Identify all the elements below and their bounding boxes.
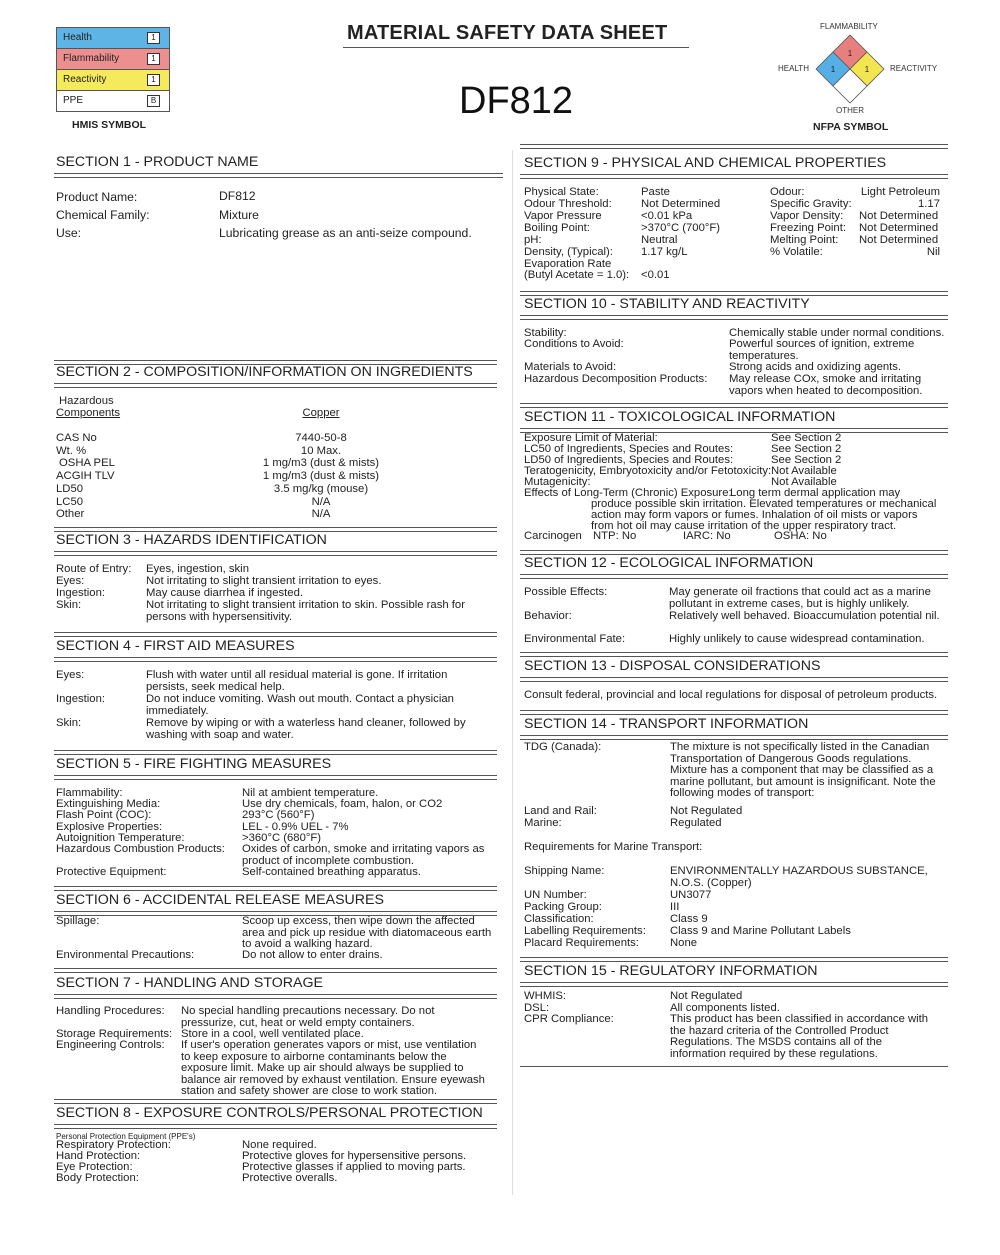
section-15-heading: SECTION 15 - REGULATORY INFORMATION (524, 963, 818, 979)
property-label: % Volatile: (770, 246, 823, 258)
composition-value: 7440-50-8 (295, 432, 347, 444)
property-label: Vapor Density: (770, 210, 844, 222)
title-underline (343, 47, 689, 48)
section-rule (54, 994, 497, 999)
product-code: DF812 (459, 80, 574, 122)
use-value: Lubricating grease as an anti-seize compound. (219, 226, 472, 240)
section-1-heading: SECTION 1 - PRODUCT NAME (56, 154, 259, 170)
hmis-row-value: 1 (147, 74, 160, 86)
property-label: Evaporation Rate (524, 258, 612, 270)
marine-label: Packing Group: (524, 901, 602, 913)
ppe-value: Protective glasses if applied to moving parts. (242, 1161, 466, 1173)
nfpa-diamond (778, 20, 958, 135)
nfpa-health-value: 1 (830, 65, 836, 74)
fire-label: Hazardous Combustion Products: (56, 843, 225, 855)
carcinogen-label: Carcinogen (524, 530, 582, 542)
ppe-value: None required. (242, 1139, 317, 1151)
toxicology-value: See Section 2 (771, 454, 842, 466)
ecology-value: Relatively well behaved. Bioaccumulation potential nil. (669, 610, 940, 622)
nfpa-flammability-value: 1 (847, 49, 853, 58)
marine-label: Shipping Name: (524, 865, 605, 877)
section-rule (54, 750, 497, 755)
section-rule (54, 1124, 497, 1129)
composition-label: LD50 (56, 483, 84, 495)
hmis-row-label: Health (63, 32, 92, 43)
ecology-value: Highly unlikely to cause widespread contamination. (669, 633, 925, 645)
section-rule (520, 710, 948, 715)
handling-value: If user's operation generates vapors or mist, use ventilation to keep exposure to airborne contaminants below the exposure limit. Make up air should always be supplied to balance air removed by exhaust ventilation. Ensure eyewash station and safety shower are close to work station. (181, 1039, 485, 1098)
section-8-heading: SECTION 8 - EXPOSURE CONTROLS/PERSONAL PROTECTION (56, 1105, 483, 1121)
section-rule (54, 383, 497, 388)
stability-label: Hazardous Decomposition Products: (524, 373, 708, 385)
fire-value: LEL - 0.9% UEL - 7% (242, 821, 349, 833)
section-rule (520, 574, 948, 579)
property-label: Freezing Point: (770, 222, 846, 234)
transport-value: Regulated (670, 817, 722, 829)
property-value: Paste (641, 186, 670, 198)
ppe-value: Protective gloves for hypersensitive persons. (242, 1150, 467, 1162)
property-value: Neutral (641, 234, 678, 246)
marine-value: Class 9 and Marine Pollutant Labels (670, 925, 851, 937)
section-rule (54, 1099, 497, 1104)
marine-value: UN3077 (670, 889, 712, 901)
section-rule (520, 174, 948, 179)
regulatory-label: CPR Compliance: (524, 1013, 614, 1025)
nfpa-label-left: HEALTH (778, 64, 809, 73)
ppe-value: Protective overalls. (242, 1172, 338, 1184)
hazard-value: Not irritating to slight transient irritation to skin. Possible rash for persons with hypersensitivity. (146, 599, 465, 623)
section-rule (54, 173, 503, 178)
transport-label: Marine: (524, 817, 562, 829)
nfpa-label-right: REACTIVITY (890, 64, 938, 73)
section-14-heading: SECTION 14 - TRANSPORT INFORMATION (524, 716, 809, 732)
property-value: Not Determined (859, 210, 939, 222)
composition-label: Wt. % (56, 445, 87, 457)
ecology-label: Possible Effects: (524, 586, 608, 598)
first-aid-label: Skin: (56, 717, 82, 729)
hmis-caption: HMIS SYMBOL (72, 119, 147, 131)
ppe-subheading: Personal Protection Equipment (PPE's) (56, 1132, 196, 1141)
nfpa-label-bottom: OTHER (836, 106, 864, 115)
property-label: Odour Threshold: (524, 198, 612, 210)
composition-value: 1 mg/m3 (dust & mists) (262, 470, 380, 482)
release-value: Do not allow to enter drains. (242, 949, 383, 961)
hmis-health-row (56, 27, 170, 48)
ecology-label: Behavior: (524, 610, 572, 622)
property-value: >370°C (700°F) (641, 222, 721, 234)
marine-value: None (670, 937, 698, 949)
toxicology-value: See Section 2 (771, 432, 842, 444)
hazard-label: Ingestion: (56, 587, 105, 599)
disposal-text: Consult federal, provincial and local regulations for disposal of petroleum products. (524, 689, 938, 701)
property-value: Not Determined (859, 234, 939, 246)
first-aid-label: Ingestion: (56, 693, 105, 705)
ppe-label: Eye Protection: (56, 1161, 133, 1173)
section-rule (520, 1066, 948, 1067)
hmis-ppe-row (56, 90, 170, 112)
transport-label: Land and Rail: (524, 805, 597, 817)
hazard-label: Eyes: (56, 575, 85, 587)
document-title: MATERIAL SAFETY DATA SHEET (347, 22, 668, 44)
hmis-label (56, 27, 170, 112)
hazard-value: Not irritating to slight transient irritation to eyes. (146, 575, 382, 587)
marine-value: III (670, 901, 680, 913)
composition-value: 1 mg/m3 (dust & mists) (262, 457, 380, 469)
fire-value: 293°C (560°F) (242, 809, 315, 821)
column-divider (512, 150, 513, 1195)
stability-label: Stability: (524, 327, 567, 339)
section-rule (54, 968, 497, 973)
transport-label: TDG (Canada): (524, 741, 602, 753)
section-3-heading: SECTION 3 - HAZARDS IDENTIFICATION (56, 532, 327, 548)
hazard-label: Route of Entry: (56, 563, 132, 575)
ecology-label: Environmental Fate: (524, 633, 626, 645)
property-label: pH: (524, 234, 542, 246)
hazard-label: Skin: (56, 599, 82, 611)
chronic-label: Effects of Long-Term (Chronic) Exposure: (524, 487, 732, 499)
fire-label: Explosive Properties: (56, 821, 163, 833)
section-4-heading: SECTION 4 - FIRST AID MEASURES (56, 638, 295, 654)
toxicology-value: Not Available (771, 465, 837, 477)
section-rule (520, 315, 948, 320)
stability-value: Powerful sources of ignition, extreme temperatures. (729, 338, 915, 362)
marine-label: UN Number: (524, 889, 587, 901)
section-rule (54, 775, 497, 780)
property-label: Boiling Point: (524, 222, 590, 234)
stability-value: Chemically stable under normal conditions. (729, 327, 945, 339)
toxicology-label: Exposure Limit of Material: (524, 432, 658, 444)
section-rule (520, 403, 948, 408)
nfpa-caption: NFPA SYMBOL (813, 121, 889, 133)
nfpa-label-top: FLAMMABILITY (820, 22, 878, 31)
fire-value: Oxides of carbon, smoke and irritating vapors as product of incomplete combustion. (242, 843, 485, 867)
section-rule (54, 657, 497, 662)
property-label: (Butyl Acetate = 1.0): (524, 269, 630, 281)
regulatory-label: DSL: (524, 1002, 550, 1014)
section-11-heading: SECTION 11 - TOXICOLOGICAL INFORMATION (524, 409, 836, 425)
property-label: Density, (Typical): (524, 246, 613, 258)
section-10-heading: SECTION 10 - STABILITY AND REACTIVITY (524, 296, 810, 312)
section-rule (54, 551, 497, 556)
toxicology-value: See Section 2 (771, 443, 842, 455)
hmis-row-label: Reactivity (63, 74, 107, 85)
chronic-value: Long term dermal application may produce possible skin irritation. Elevated temperatures or mechanical action may form vapors or fumes. Inhalation of oil mists or vapors from hot oil may cause irritation of the upper respiratory tract. (591, 487, 937, 532)
property-value: Not Determined (641, 198, 721, 210)
marine-requirements-heading: Requirements for Marine Transport: (524, 841, 703, 853)
hmis-row-value: 1 (147, 53, 160, 65)
property-value: <0.01 (641, 269, 670, 281)
marine-label: Placard Requirements: (524, 937, 639, 949)
fire-value: Use dry chemicals, foam, halon, or CO2 (242, 798, 443, 810)
marine-value: ENVIRONMENTALLY HAZARDOUS SUBSTANCE, N.O.S. (Copper) (670, 865, 928, 889)
composition-label: Other (56, 508, 85, 520)
toxicology-label: Mutagenicity: (524, 476, 591, 488)
property-value: 1.17 kg/L (641, 246, 688, 258)
marine-value: Class 9 (670, 913, 708, 925)
chemical-family-value: Mixture (219, 208, 259, 222)
ecology-value: May generate oil fractions that could act as a marine pollutant in extreme cases, but is highly unlikely. (669, 586, 931, 610)
section-rule (520, 957, 948, 962)
hmis-reactivity-row (56, 69, 170, 90)
property-label: Vapor Pressure (524, 210, 602, 222)
handling-label: Storage Requirements: (56, 1028, 173, 1040)
composition-label: CAS No (56, 432, 97, 444)
section-rule (520, 677, 948, 682)
property-value: Nil (926, 246, 940, 258)
regulatory-label: WHMIS: (524, 990, 567, 1002)
section-13-heading: SECTION 13 - DISPOSAL CONSIDERATIONS (524, 658, 821, 674)
composition-label: LC50 (56, 496, 84, 508)
composition-label: OSHA PEL (59, 457, 115, 469)
composition-col-head: Components (56, 407, 121, 419)
property-value: 1.17 (918, 198, 940, 210)
section-rule (520, 982, 948, 987)
property-label: Specific Gravity: (770, 198, 852, 210)
fire-value: >360°C (680°F) (242, 832, 322, 844)
use-label: Use: (56, 226, 82, 240)
toxicology-label: LD50 of Ingredients, Species and Routes: (524, 454, 734, 466)
section-rule (520, 144, 948, 149)
property-label: Physical State: (524, 186, 599, 198)
first-aid-value: Flush with water until all residual material is gone. If irritation persists, seek medical help. (146, 669, 448, 693)
property-value: Not Determined (859, 222, 939, 234)
fire-label: Extinguishing Media: (56, 798, 161, 810)
first-aid-label: Eyes: (56, 669, 85, 681)
property-label: Odour: (770, 186, 805, 198)
hazard-value: Eyes, ingestion, skin (146, 563, 249, 575)
first-aid-value: Do not induce vomiting. Wash out mouth. Contact a physician immediately. (146, 693, 454, 717)
property-value: <0.01 kPa (641, 210, 693, 222)
handling-value: No special handling precautions necessary. Do not pressurize, cut, heat or weld empty containers. (181, 1005, 435, 1029)
hmis-row-value: 1 (147, 32, 160, 44)
handling-value: Store in a cool, well ventilated place. (181, 1028, 364, 1040)
regulatory-value: Not Regulated (670, 990, 743, 1002)
section-2-heading: SECTION 2 - COMPOSITION/INFORMATION ON INGREDIENTS (56, 364, 473, 380)
transport-value: The mixture is not specifically listed in the Canadian Transportation of Dangerous Goods regulations. Mixture has a component that may be classified as a marine pollutant, but amount is insignificant. Note the following modes of transport: (670, 741, 936, 800)
release-value: Scoop up excess, then wipe down the affected area and pick up residue with diatomaceous earth to avoid a walking hazard. (242, 915, 492, 951)
hmis-flammability-row (56, 48, 170, 69)
fire-label: Flammability: (56, 787, 123, 799)
section-7-heading: SECTION 7 - HANDLING AND STORAGE (56, 975, 323, 991)
product-name-label: Product Name: (56, 190, 138, 204)
ppe-label: Hand Protection: (56, 1150, 141, 1162)
fire-label: Protective Equipment: (56, 866, 167, 878)
stability-value: Strong acids and oxidizing agents. (729, 361, 902, 373)
carcinogen-iarc: IARC: No (683, 530, 731, 542)
copper-col-head: Copper (302, 407, 340, 419)
section-9-heading: SECTION 9 - PHYSICAL AND CHEMICAL PROPERTIES (524, 155, 887, 171)
product-name-value: DF812 (219, 189, 256, 203)
hmis-row-label: Flammability (63, 53, 120, 64)
handling-label: Handling Procedures: (56, 1005, 165, 1017)
chemical-family-label: Chemical Family: (56, 208, 150, 222)
composition-value: N/A (311, 496, 331, 508)
section-5-heading: SECTION 5 - FIRE FIGHTING MEASURES (56, 756, 332, 772)
section-rule (54, 632, 497, 637)
carcinogen-osha: OSHA: No (774, 530, 827, 542)
fire-value: Self-contained breathing apparatus. (242, 866, 421, 878)
marine-label: Labelling Requirements: (524, 925, 646, 937)
section-rule (520, 735, 948, 740)
hmis-row-label: PPE (63, 95, 84, 106)
toxicology-value: Not Available (771, 476, 837, 488)
regulatory-value: This product has been classified in accordance with the hazard criteria of the Controlled Product Regulations. The MSDS contains all of the information required by these regulations. (670, 1013, 929, 1060)
composition-label: ACGIH TLV (56, 470, 115, 482)
fire-label: Flash Point (COC): (56, 809, 152, 821)
first-aid-value: Remove by wiping or with a waterless hand cleaner, followed by washing with soap and water. (146, 717, 466, 741)
composition-value: 3.5 mg/kg (mouse) (273, 483, 369, 495)
regulatory-value: All components listed. (670, 1002, 780, 1014)
composition-col-head: Hazardous (59, 395, 114, 407)
stability-value: May release COx, smoke and irritating vapors when heated to decomposition. (729, 373, 923, 397)
nfpa-reactivity-value: 1 (864, 65, 870, 74)
ppe-label: Body Protection: (56, 1172, 139, 1184)
property-value: Light Petroleum (860, 186, 940, 198)
section-rule (54, 886, 497, 891)
section-rule (520, 652, 948, 657)
toxicology-label: Teratogenicity, Embryotoxicity and/or Fetotoxicity: (524, 465, 772, 477)
transport-value: Not Regulated (670, 805, 743, 817)
hmis-row-value: B (147, 95, 160, 107)
stability-label: Conditions to Avoid: (524, 338, 624, 350)
composition-value: N/A (311, 508, 331, 520)
handling-label: Engineering Controls: (56, 1039, 165, 1051)
ppe-label: Respiratory Protection: (56, 1139, 171, 1151)
release-label: Spillage: (56, 915, 100, 927)
carcinogen-ntp: NTP: No (593, 530, 637, 542)
composition-value: 10 Max. (300, 445, 342, 457)
property-label: Melting Point: (770, 234, 839, 246)
hazard-value: May cause diarrhea if ingested. (146, 587, 303, 599)
nfpa-diamond-icon (815, 34, 885, 104)
marine-label: Classification: (524, 913, 594, 925)
toxicology-label: LC50 of Ingredients, Species and Routes: (524, 443, 734, 455)
release-label: Environmental Precautions: (56, 949, 195, 961)
fire-value: Nil at ambient temperature. (242, 787, 379, 799)
section-12-heading: SECTION 12 - ECOLOGICAL INFORMATION (524, 555, 814, 571)
stability-label: Materials to Avoid: (524, 361, 617, 373)
section-6-heading: SECTION 6 - ACCIDENTAL RELEASE MEASURES (56, 892, 384, 908)
fire-label: Autoignition Temperature: (56, 832, 185, 844)
